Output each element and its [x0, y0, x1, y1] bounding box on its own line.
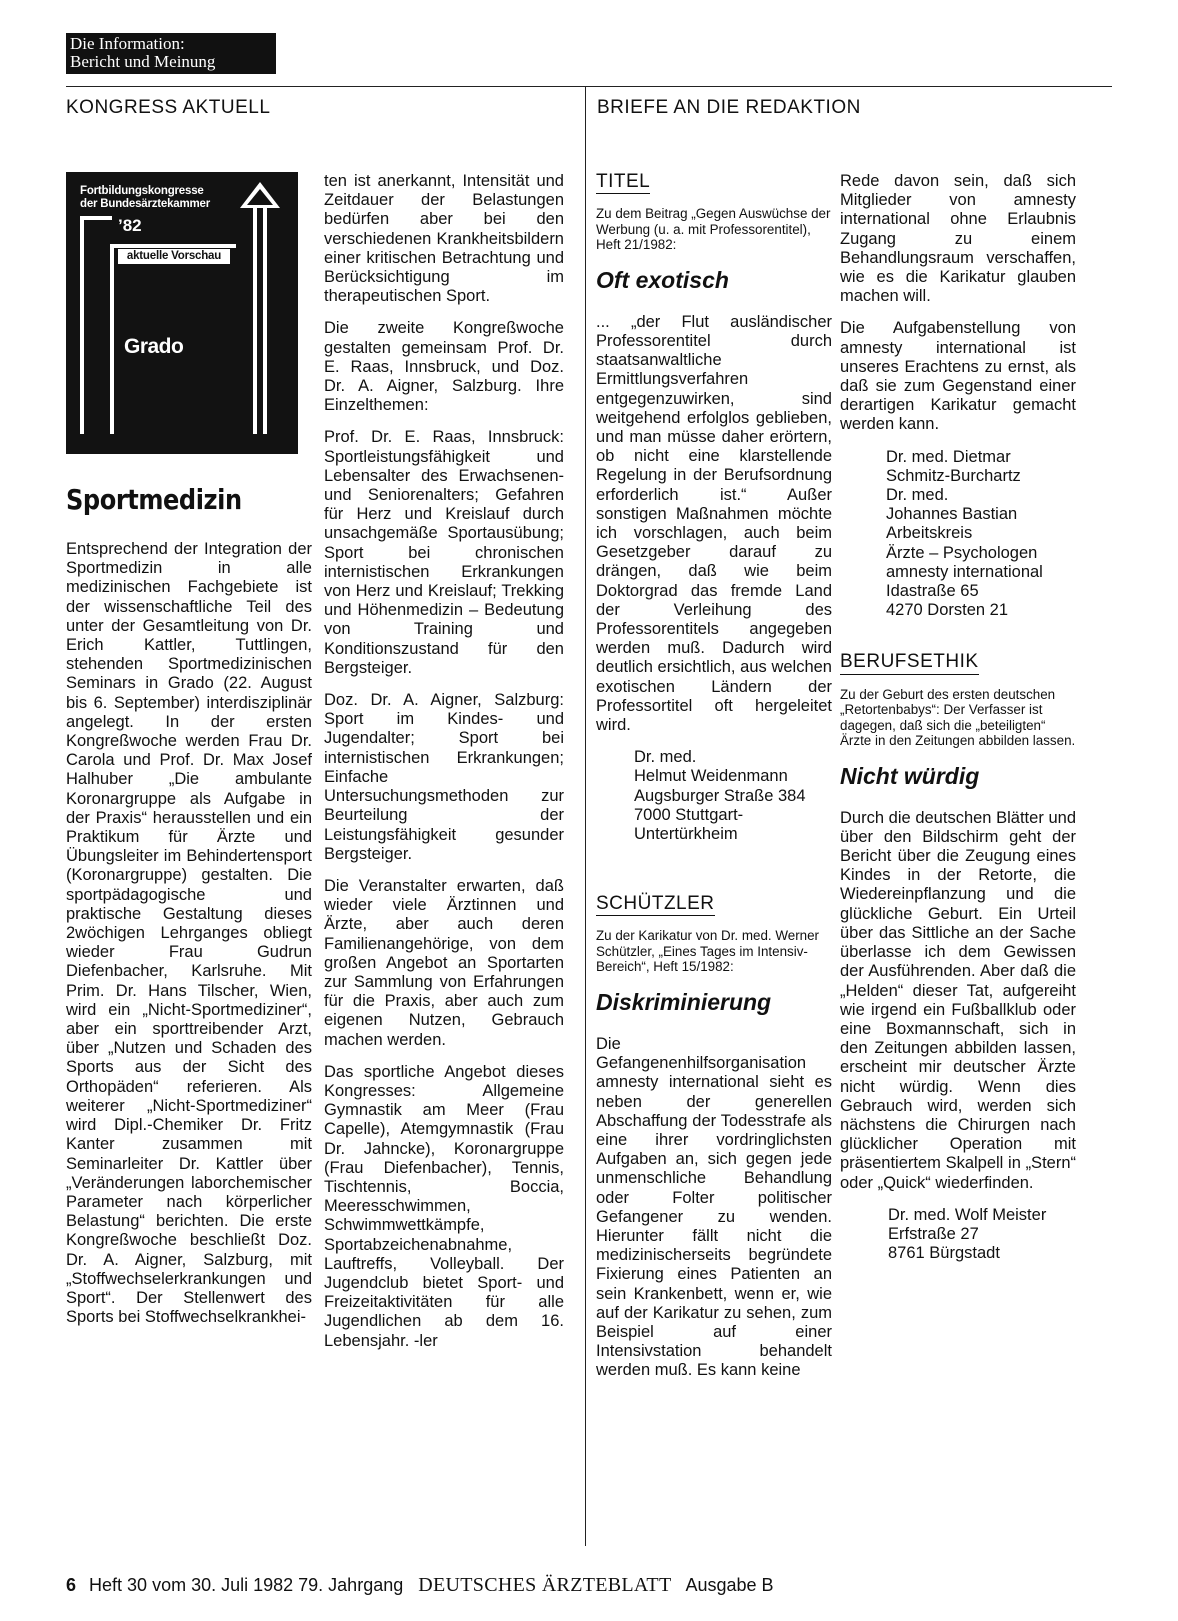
congress-arrow-graphic: [66, 172, 298, 454]
masthead-line2: Bericht und Meinung: [70, 52, 216, 71]
letter-body: Durch die deutschen Blätter und über den Bildschirm geht der Bericht über die Zeugung eines Kindes in der Retorte, die Wiedereinpflanzung und die glückliche Geburt. Ein Urteil über das Sittliche an der Sache überlasse ich dem Gewissen der Ausführenden. Aber daß die „Helden“ dieser Tat, aufgereiht wie irgend ein Fußballklub oder eine Boxmannschaft, sich in den Zeitungen abbilden lassen, erscheint mir deutscher Ärzte nicht würdig. Wenn dies Gebrauch wird, werden sich nächstens die Chirurgen nach glücklicher Operation mit präsentiertem Skalpell in „Stern“ oder „Quick“ wiederfinden.: [840, 808, 1076, 1192]
letter-body: Die Aufgabenstellung von amnesty international ist unseres Erachtens zu ernst, als daß sie zum Gegenstand einer derartigen Karikatur gemacht werden kann.: [840, 319, 1076, 434]
masthead: [66, 33, 276, 74]
letter-body: ... „der Flut ausländischer Professorentitel durch staatsanwaltliche Ermittlungsverfahren entgegenzuwirken, sind weitgehend erfolglos geblieben, und man müsse daher erörtern, ob nicht eine klarstellende Regelung in der Berufsordnung erforderlich ist.“ Außer sonstigen Maßnahmen möchte ich vorschlagen, auch beim Gesetzgeber darauf zu drängen, daß wie beim Doktorgrad das fremde Land der Verleihung des Professorentitels angegeben werden muß. Dadurch wird deutlich ersichtlich, aus welchen exotischen Ländern der Professortitel oft hergeleitet wird.: [596, 312, 832, 734]
issue-info: Heft 30 vom 30. Juli 1982 79. Jahrgang: [89, 1575, 404, 1595]
article-column-1: [66, 540, 312, 1340]
letter-intro: Zu dem Beitrag „Gegen Auswüchse der Werbung (u. a. mit Professorentitel), Heft 21/1982:: [596, 206, 831, 253]
section-heading-briefe: BRIEFE AN DIE REDAKTION: [597, 97, 861, 118]
masthead-line1: Die Information:: [70, 34, 185, 53]
top-rule: [66, 86, 1112, 87]
article-paragraph: Die zweite Kongreßwoche gestalten gemeinsam Prof. Dr. E. Raas, Innsbruck, und Doz. Dr. A. Aigner, Salzburg. Ihre Einzelthemen:: [324, 319, 564, 415]
letter-headline: Oft exotisch: [596, 266, 729, 293]
letter-signature: Dr. med. Wolf Meister Erfstraße 27 8761 Bürgstadt: [888, 1205, 1047, 1263]
letter-signature: Dr. med. Helmut Weidenmann Augsburger Straße 384 7000 Stuttgart- Untertürkheim: [634, 748, 806, 843]
page-number: 6: [66, 1575, 77, 1595]
article-paragraph: Prof. Dr. E. Raas, Innsbruck: Sportleistungsfähigkeit und Lebensalter des Erwachsenen- und Seniorenalters; Gefahren für Herz und Kreislauf durch unsachgemäße Sportausübung; Sport bei chronischen internistischen Erkrankungen von Herz und Kreislauf; Trekking und Höhenmedizin – Bedeutung von Training und Konditionszustand für den Bergsteiger.: [324, 428, 564, 677]
letter-headline: Diskriminierung: [596, 988, 772, 1015]
article-paragraph: Die Veranstalter erwarten, daß wieder viele Ärztinnen und Ärzte, aber auch deren Familienangehörige, von dem großen Angebot an Sportarten zur Sammlung von Erfahrungen für die Praxis, aber auch zum eigenen Nutzen, Gebrauch machen werden.: [324, 876, 564, 1049]
logo-text: [80, 185, 210, 211]
letter-intro: Zu der Karikatur von Dr. med. Werner Schützler, „Eines Tages im Intensiv-Bereich“, Heft 15/1982:: [596, 928, 820, 975]
congress-logo: [66, 172, 298, 454]
magazine-name: DEUTSCHES ÄRZTEBLATT: [418, 1574, 672, 1596]
column-divider: [585, 86, 586, 1546]
letter-body: Rede davon sein, daß sich Mitglieder von amnesty international ohne Erlaubnis Zugang zu einem Behandlungsraum verschaffen, wie es die Karikatur glauben machen will.: [840, 172, 1076, 306]
logo-line2: der Bundesärztekammer: [80, 198, 211, 210]
letter-kicker-berufsethik: BERUFSETHIK: [840, 652, 979, 674]
article-paragraph: Doz. Dr. A. Aigner, Salzburg: Sport im Kindes- und Jugendalter; Sport bei internistischen Erkrankungen; Einfache Untersuchungsmethoden zur Beurteilung der Leistungsfähigkeit gesunder Bergsteiger.: [324, 691, 564, 863]
letter-intro: Zu der Geburt des ersten deutschen „Retortenbabys“: Der Verfasser ist dagegen, daß sich die „beteiligten“ Ärzte in den Zeitungen abbilden lassen.: [840, 686, 1076, 749]
letter-body: Die Gefangenenhilfsorganisation amnesty international sieht es neben der generellen Abschaffung der Todesstrafe als eine ihrer vordringlichsten Aufgaben an, sich gegen jede unmenschliche Behandlung oder Folter politischer Gefangener zu wenden. Hierunter fällt nicht die medizinischerseits begründete Fixierung eines Patienten an sein Krankenbett, wenn er, wie auf der Karikatur zu sehen, zum Beispiel auf einer Intensivstation behandelt werden muß. Es kann keine: [596, 1034, 832, 1380]
letter-headline: Nicht würdig: [840, 762, 980, 789]
letter-signature: Dr. med. Dietmar Schmitz-Burchartz Dr. med. Johannes Bastian Arbeitskreis Ärzte – Psychologen amnesty international Idastraße 65 4270 Dorsten 21: [886, 447, 1043, 620]
article-column-2: [324, 172, 564, 1364]
section-heading-kongress: KONGRESS AKTUELL: [66, 97, 271, 118]
page-footer: [66, 1574, 774, 1596]
letters-column-2: [840, 172, 1076, 1277]
logo-line1: Fortbildungskongresse: [80, 185, 204, 197]
letter-kicker-titel: TITEL: [596, 172, 650, 194]
letter-kicker-schuetzler: SCHÜTZLER: [596, 894, 715, 916]
logo-badge: aktuelle Vorschau: [118, 249, 230, 264]
article-paragraph: Das sportliche Angebot dieses Kongresses: Allgemeine Gymnastik am Meer (Frau Capelle), Atemgymnastik (Frau Dr. Jahncke), Koronargruppe (Frau Diefenbacher), Tennis, Tischtennis, Boccia, Meeresschwimmen, Schwimmwettkämpfe, Sportabzeichenabnahme, Lauftreffs, Volleyball. Der Jugendclub bietet Sport- und Freizeitaktivitäten für alle Jugendlichen ab dem 16. Lebensjahr. -ler: [324, 1062, 564, 1350]
article-paragraph: Entsprechend der Integration der Sportmedizin in alle medizinischen Fachgebiete ist der wissenschaftliche Teil des unter der Gesamtleitung von Dr. Erich Kattler, Tuttlingen, stehenden Sportmedizinischen Seminars in Grado (22. August bis 6. September) interdisziplinär angelegt. In der ersten Kongreßwoche werden Frau Dr. Carola und Prof. Dr. Max Josef Halhuber „Die ambulante Koronargruppe als Aufgabe in der Praxis“ herausstellen und ein Praktikum für Ärzte und Übungsleiter im Behindertensport (Koronargruppe) gestalten. Die sportpädagogische und praktische Gestaltung dieses 2wöchigen Lehrganges obliegt wieder Frau Gudrun Diefenbacher, Karlsruhe. Mit Prim. Dr. Hans Tilscher, Wien, wird ein „Nicht-Sportmediziner“, aber ein sporttreibender Arzt, über „Nutzen und Schaden des Sports aus der Sicht des Orthopäden“ referieren. Als weiterer „Nicht-Sportmediziner“ wird Dipl.-Chemiker Dr. Fritz Kanter zusammen mit Seminarleiter Dr. Kattler über „Veränderungen laborchemischer Parameter nach körperlicher Belastung“ berichten. Die erste Kongreßwoche beschließt Doz. Dr. A. Aigner, Salzburg, mit „Stoffwechselerkrankungen und Sport“. Der Stellenwert des Sports bei Stoffwechselkrankhei-: [66, 540, 312, 1327]
article-title: Sportmedizin: [66, 483, 242, 516]
logo-year: ’82: [118, 216, 142, 235]
logo-place: Grado: [124, 335, 184, 358]
edition-label: Ausgabe B: [685, 1575, 774, 1595]
letters-column-1: [596, 172, 832, 1394]
article-paragraph: ten ist anerkannt, Intensität und Zeitdauer der Belastungen bedürfen aber bei den verschiedenen Krankheitsbildern einer kritischen Betrachtung und Berücksichtigung im therapeutischen Sport.: [324, 172, 564, 306]
